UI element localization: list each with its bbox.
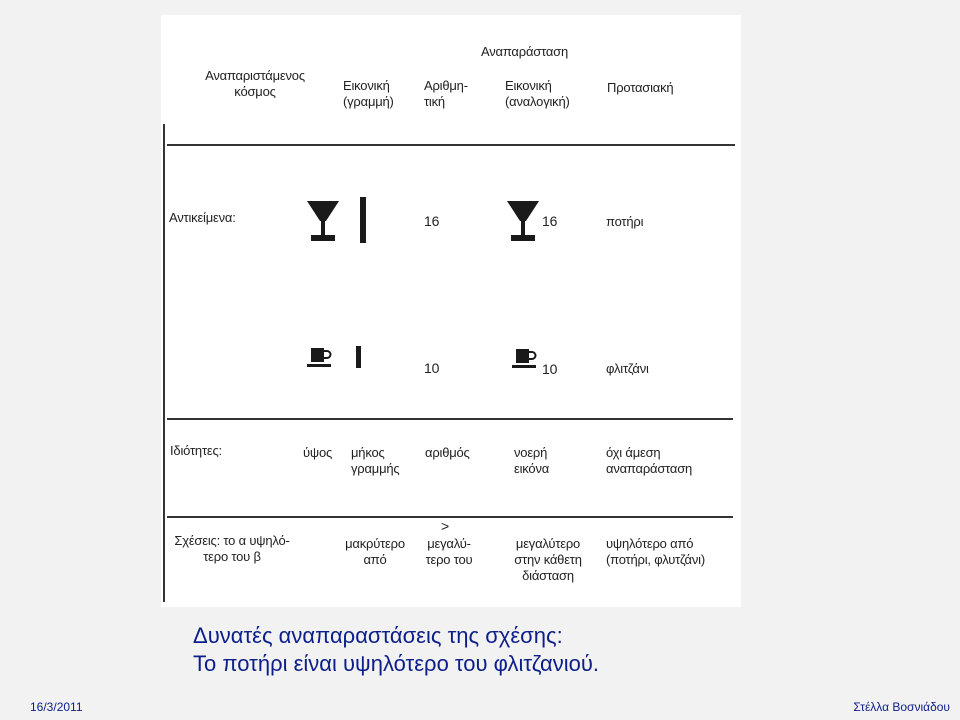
prop-height: ύψος [303, 445, 333, 460]
glass-analog-value: 16 [542, 213, 558, 229]
slide-caption [193, 622, 599, 678]
col-represented-world: Αναπαριστάμενος κόσμος [205, 68, 305, 99]
martini-glass-icon [306, 199, 340, 245]
rel-longer-than: μακρύτερο από [345, 536, 405, 567]
glass-word: ποτήρι [606, 214, 644, 229]
rel-taller-than: υψηλότερο από (ποτήρι, φλυτζάνι) [606, 536, 705, 567]
greater-than-symbol: > [441, 518, 449, 534]
coffee-cup-icon [511, 347, 537, 371]
coffee-cup-icon [306, 346, 332, 370]
divider-line [167, 144, 735, 146]
prop-mental-image: νοερή εικόνα [514, 445, 550, 476]
caption-line-2: Το ποτήρι είναι υψηλότερο του φλιτζανιού. [193, 651, 600, 676]
properties-label: Ιδιότητες: [170, 443, 222, 458]
martini-glass-icon [506, 199, 540, 245]
col-numeric: Αριθμη- τική [424, 78, 468, 109]
line-bar-short [356, 346, 361, 368]
col-propositional: Προτασιακή [607, 80, 674, 95]
divider-line [167, 516, 733, 518]
prop-line-length: μήκος γραμμής [351, 445, 400, 476]
col-iconic-analog: Εικονική (αναλογική) [505, 78, 570, 109]
prop-not-direct: όχι άμεση αναπαράσταση [606, 445, 693, 476]
relations-label: Σχέσεις: το α υψηλό- τερο του β [174, 533, 290, 564]
caption-line-1: Δυνατές αναπαραστάσεις της σχέσης: [193, 623, 563, 648]
cup-numeric-value: 10 [424, 360, 440, 376]
objects-label: Αντικείμενα: [169, 210, 236, 225]
footer-date: 16/3/2011 [30, 700, 83, 714]
scan-edge-line [163, 124, 165, 602]
header-representation: Αναπαράσταση [481, 44, 569, 59]
divider-line [167, 418, 733, 420]
rel-larger-vertical: μεγαλύτερο στην κάθετη διάσταση [514, 536, 582, 583]
rel-greater-than: μεγαλύ- τερο του [425, 536, 473, 567]
cup-word: φλιτζάνι [606, 361, 649, 376]
prop-number: αριθμός [425, 445, 470, 460]
cup-analog-value: 10 [542, 361, 558, 377]
col-iconic-line: Εικονική (γραμμή) [343, 78, 394, 109]
line-bar-long [360, 197, 366, 243]
glass-numeric-value: 16 [424, 213, 440, 229]
footer-author: Στέλλα Βοσνιάδου [853, 700, 950, 714]
